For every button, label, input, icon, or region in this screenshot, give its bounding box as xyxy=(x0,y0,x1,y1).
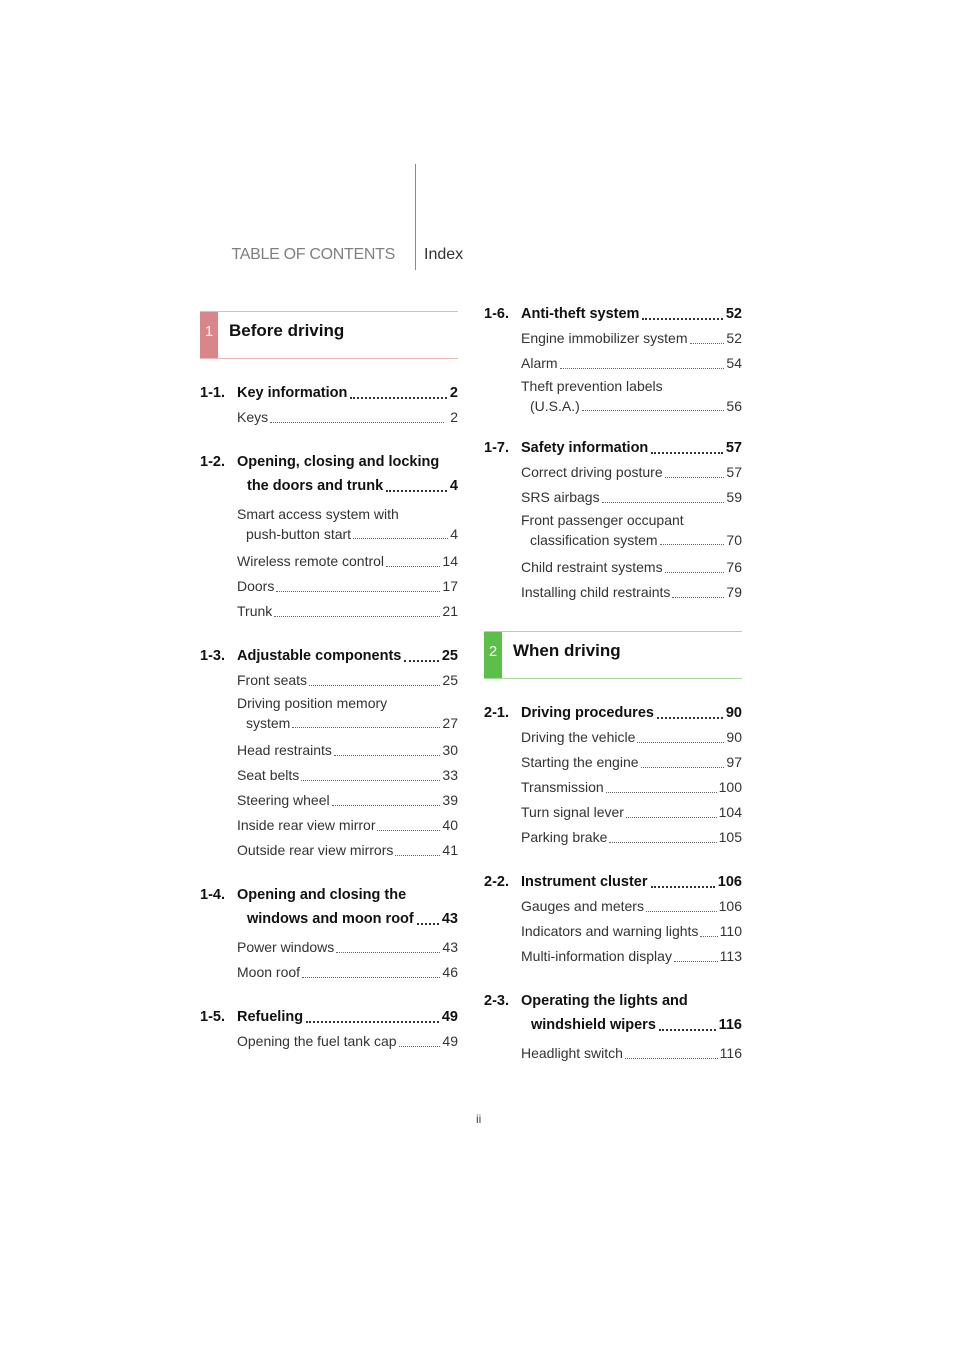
toc-item-srs-airbags[interactable]: SRS airbags 59 xyxy=(521,485,742,510)
section-2-1[interactable] xyxy=(484,701,742,850)
toc-item-head-restraints[interactable]: Head restraints 30 xyxy=(237,738,458,763)
toc-item-driving-vehicle[interactable]: Driving the vehicle 90 xyxy=(521,725,742,750)
section-page: 2 xyxy=(449,385,458,401)
section-title: Key information xyxy=(237,385,348,401)
section-title-line2: windshield wipers xyxy=(531,1017,656,1033)
section-title-line2: the doors and trunk xyxy=(247,478,384,494)
top-navigation xyxy=(0,246,960,270)
index-link[interactable]: Index xyxy=(424,246,464,263)
section-page: 43 xyxy=(441,911,458,927)
toc-item-engine-immobilizer[interactable]: Engine immobilizer system 52 xyxy=(521,326,742,351)
section-title: Driving procedures xyxy=(521,705,654,721)
section-number: 1-2. xyxy=(200,454,225,470)
section-1-4[interactable] xyxy=(200,883,458,985)
section-title-line1: Opening and closing the xyxy=(237,887,407,903)
nav-divider xyxy=(415,164,416,270)
section-number: 2-2. xyxy=(484,874,509,890)
section-1-3[interactable] xyxy=(200,644,458,863)
section-page: 4 xyxy=(449,478,458,494)
toc-item-occupant-classification[interactable]: Front passenger occupant classification system 70 xyxy=(521,512,742,548)
toc-item-trunk[interactable]: Trunk 21 xyxy=(237,599,458,624)
section-heading xyxy=(484,436,742,460)
section-title: Instrument cluster xyxy=(521,874,648,890)
chapter-number: 2 xyxy=(484,632,502,678)
toc-item-turn-signal[interactable]: Turn signal lever 104 xyxy=(521,800,742,825)
section-page: 49 xyxy=(441,1009,458,1025)
section-page: 57 xyxy=(725,440,742,456)
section-page: 116 xyxy=(718,1017,742,1033)
toc-item-wireless-remote[interactable]: Wireless remote control 14 xyxy=(237,549,458,574)
right-column xyxy=(484,302,742,1086)
toc-item-multi-info-display[interactable]: Multi-information display 113 xyxy=(521,944,742,969)
section-title-line2: windows and moon roof xyxy=(247,911,414,927)
toc-item-seat-belts[interactable]: Seat belts 33 xyxy=(237,763,458,788)
section-heading xyxy=(484,302,742,326)
section-title: Refueling xyxy=(237,1009,304,1025)
toc-item-outside-mirrors[interactable]: Outside rear view mirrors 41 xyxy=(237,838,458,863)
section-heading xyxy=(200,883,458,931)
toc-item-gauges-meters[interactable]: Gauges and meters 106 xyxy=(521,894,742,919)
chapter-title: When driving xyxy=(513,641,621,660)
section-title: Anti-theft system xyxy=(521,306,640,322)
section-1-1[interactable] xyxy=(200,381,458,430)
section-number: 1-7. xyxy=(484,440,509,456)
toc-item-warning-lights[interactable]: Indicators and warning lights 110 xyxy=(521,919,742,944)
section-1-7[interactable] xyxy=(484,436,742,605)
section-number: 1-3. xyxy=(200,648,225,664)
section-page: 25 xyxy=(441,648,458,664)
chapter-1-header[interactable] xyxy=(200,311,458,359)
toc-link[interactable]: TABLE OF CONTENTS xyxy=(231,246,395,263)
left-column xyxy=(200,311,458,1074)
section-number: 1-4. xyxy=(200,887,225,903)
toc-item-moon-roof[interactable]: Moon roof 46 xyxy=(237,960,458,985)
toc-item-smart-access[interactable]: Smart access system with push-button start 4 xyxy=(237,506,458,542)
section-heading xyxy=(484,870,742,894)
toc-item-keys[interactable]: Keys 2 xyxy=(237,405,458,430)
toc-item-fuel-tank-cap[interactable]: Opening the fuel tank cap 49 xyxy=(237,1029,458,1054)
section-title: Adjustable components xyxy=(237,648,402,664)
toc-item-parking-brake[interactable]: Parking brake 105 xyxy=(521,825,742,850)
toc-item-inside-mirror[interactable]: Inside rear view mirror 40 xyxy=(237,813,458,838)
section-page: 52 xyxy=(725,306,742,322)
section-heading xyxy=(200,450,458,498)
toc-item-driving-posture[interactable]: Correct driving posture 57 xyxy=(521,460,742,485)
section-heading xyxy=(200,644,458,668)
toc-item-driving-position-memory[interactable]: Driving position memory system 27 xyxy=(237,695,458,731)
section-heading xyxy=(200,381,458,405)
section-1-6[interactable] xyxy=(484,302,742,416)
section-heading xyxy=(484,701,742,725)
section-heading xyxy=(484,989,742,1037)
section-2-2[interactable] xyxy=(484,870,742,969)
section-1-2[interactable] xyxy=(200,450,458,624)
section-title-line1: Operating the lights and xyxy=(521,993,688,1009)
section-title-line1: Opening, closing and locking xyxy=(237,454,440,470)
toc-item-installing-restraints[interactable]: Installing child restraints 79 xyxy=(521,580,742,605)
toc-item-doors[interactable]: Doors 17 xyxy=(237,574,458,599)
toc-item-child-restraints[interactable]: Child restraint systems 76 xyxy=(521,555,742,580)
section-number: 1-1. xyxy=(200,385,225,401)
section-number: 2-1. xyxy=(484,705,509,721)
section-page: 106 xyxy=(717,874,742,890)
section-title: Safety information xyxy=(521,440,649,456)
toc-item-transmission[interactable]: Transmission 100 xyxy=(521,775,742,800)
chapter-title: Before driving xyxy=(229,321,345,340)
toc-item-alarm[interactable]: Alarm 54 xyxy=(521,351,742,376)
section-page: 90 xyxy=(725,705,742,721)
chapter-2-header[interactable] xyxy=(484,631,742,679)
section-heading xyxy=(200,1005,458,1029)
section-1-5[interactable] xyxy=(200,1005,458,1054)
toc-item-headlight-switch[interactable]: Headlight switch 116 xyxy=(521,1041,742,1066)
toc-item-theft-labels[interactable]: Theft prevention labels (U.S.A.) 56 xyxy=(521,378,742,414)
toc-item-starting-engine[interactable]: Starting the engine 97 xyxy=(521,750,742,775)
toc-item-front-seats[interactable]: Front seats 25 xyxy=(237,668,458,693)
section-number: 1-5. xyxy=(200,1009,225,1025)
page-number: ii xyxy=(476,1112,482,1126)
toc-item-power-windows[interactable]: Power windows 43 xyxy=(237,935,458,960)
chapter-number: 1 xyxy=(200,312,218,358)
section-number: 2-3. xyxy=(484,993,509,1009)
toc-item-steering-wheel[interactable]: Steering wheel 39 xyxy=(237,788,458,813)
section-2-3[interactable] xyxy=(484,989,742,1066)
section-number: 1-6. xyxy=(484,306,509,322)
